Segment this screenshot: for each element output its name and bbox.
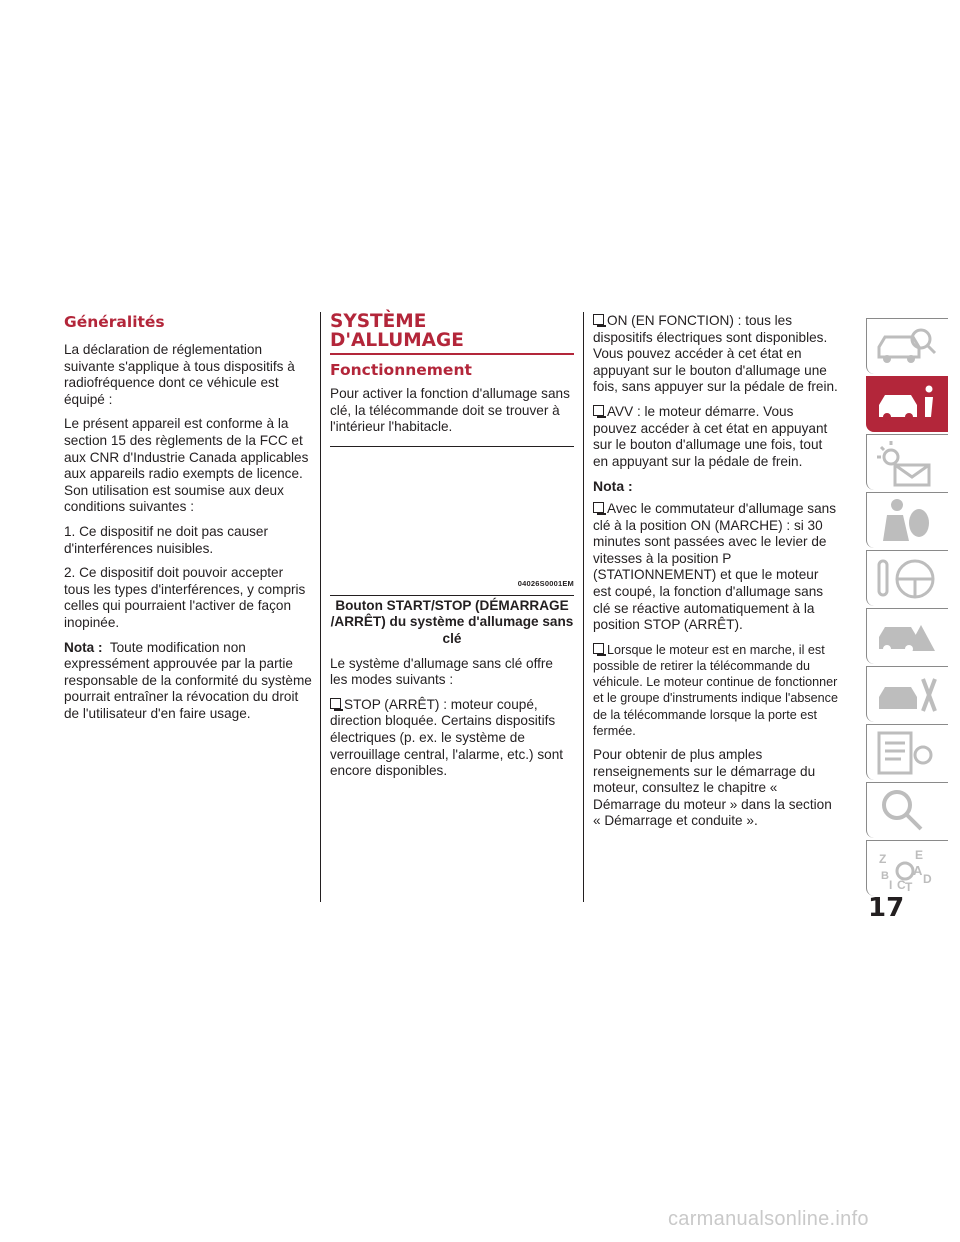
checkbox-bullet-icon — [593, 643, 604, 654]
checkbox-bullet-icon — [330, 698, 341, 709]
technical-data-icon — [873, 729, 943, 777]
list-item-text: STOP (ARRÊT) : moteur coupé, direction bloquée. Certains dispositifs électriques (p. ex. le système de verrouillage central, l'alarme, etc.) sont encore disponibles. — [330, 696, 564, 779]
section-heading: Généralités — [64, 313, 165, 331]
svg-text:T: T — [905, 880, 913, 893]
column-modes — [593, 313, 839, 838]
tab-airbag-seatbelt[interactable] — [866, 492, 948, 548]
tab-warning-lights[interactable] — [866, 434, 948, 490]
column-divider — [320, 312, 321, 902]
page-number: 17 — [868, 893, 905, 923]
note-item — [593, 501, 839, 634]
condition-item: 2. Ce dispositif doit pouvoir accepter tous les types d'interférences, y compris celles qui pourraient l'activer de façon inopinée. — [64, 565, 306, 630]
svg-text:C: C — [897, 878, 906, 892]
note-heading: Nota : — [593, 478, 633, 495]
section-title — [330, 313, 574, 355]
search-icon — [873, 787, 943, 835]
note-paragraph — [64, 640, 312, 723]
svg-text:A: A — [913, 863, 923, 878]
tab-car-service[interactable] — [866, 666, 948, 722]
paragraph: Le présent appareil est conforme à la section 15 des règlements de la FCC et aux CNR d'Industrie Canada applicables aux appareils radio exempts de licence. Son utilisation est soumise aux deux conditions suivantes : — [64, 416, 309, 515]
note-label: Nota : — [64, 639, 103, 655]
condition-item: 1. Ce dispositif ne doit pas causer d'interférences nuisibles. — [64, 523, 269, 556]
tab-index[interactable] — [866, 840, 948, 896]
note-item — [593, 642, 839, 739]
note-item-text: Avec le commutateur d'allumage sans clé à la position ON (MARCHE) : si 30 minutes sont passées avec le levier de vitesses à la position P (STATIONNEMENT) et que le moteur est coupé, la fonction d'allumage sans clé se réactive automatiquement à la position STOP (ARRÊT). — [593, 500, 837, 633]
paragraph: Le système d'allumage sans clé offre les modes suivants : — [330, 655, 553, 688]
svg-text:Z: Z — [879, 852, 887, 866]
svg-text:B: B — [881, 870, 889, 882]
column-generalites — [64, 313, 312, 730]
note-item-text: Lorsque le moteur est en marche, il est possible de retirer la télécommande du véhicule. Le moteur continue de fonctionner et le groupe d'instruments indique l'absence de la télécommande lorsque la porte est fermée. — [593, 642, 838, 738]
tab-car-breakdown[interactable] — [866, 608, 948, 664]
tab-technical-data[interactable] — [866, 724, 948, 780]
car-search-icon — [873, 323, 943, 371]
paragraph: Pour activer la fonction d'allumage sans clé, la télécommande doit se trouver à l'intérieur l'habitacle. — [330, 386, 570, 435]
svg-text:D: D — [923, 872, 932, 886]
warning-lights-icon — [873, 439, 943, 487]
paragraph: Pour obtenir de plus amples renseignements sur le démarrage du moteur, consultez le chapitre « Démarrage du moteur » dans la section « Démarrage et conduite ». — [593, 746, 832, 829]
checkbox-bullet-icon — [593, 405, 604, 416]
checkbox-bullet-icon — [593, 502, 604, 513]
tab-car-search[interactable] — [866, 318, 948, 374]
watermark: carmanualsonline.info — [668, 1208, 869, 1230]
airbag-seatbelt-icon — [873, 497, 943, 545]
tab-car-info[interactable] — [866, 376, 948, 432]
figure-placeholder — [330, 447, 574, 596]
car-info-icon — [873, 381, 943, 429]
tab-search[interactable] — [866, 782, 948, 838]
car-service-icon — [873, 671, 943, 719]
tab-steering-wheel[interactable] — [866, 550, 948, 606]
subheading: Fonctionnement — [330, 361, 472, 379]
column-divider — [583, 312, 584, 902]
steering-wheel-icon — [873, 555, 943, 603]
car-breakdown-icon — [873, 613, 943, 661]
paragraph: La déclaration de réglementation suivante s'applique à tous dispositifs à radiofréquence dont ce véhicule est équipé : — [64, 342, 295, 407]
title-line: SYSTÈME — [330, 311, 427, 332]
figure-caption: Bouton START/STOP (DÉMARRAGE /ARRÊT) du système d'allumage sans clé — [330, 597, 574, 646]
list-item — [593, 404, 839, 470]
list-item-text: AVV : le moteur démarre. Vous pouvez accéder à cet état en appuyant sur le bouton d'allumage une fois, tout en appuyant sur la pédale de frein. — [593, 403, 828, 469]
title-line: D'ALLUMAGE — [330, 329, 464, 351]
checkbox-bullet-icon — [593, 314, 604, 325]
list-item — [593, 313, 839, 396]
list-item — [330, 697, 574, 780]
index-icon — [873, 845, 943, 893]
list-item-text: ON (EN FONCTION) : tous les dispositifs électriques sont disponibles. Vous pouvez accéder à cet état en appuyant sur le bouton d'allumage une fois, sans appuyer sur la pédale de frein. — [593, 313, 838, 395]
figure-code: 04026S0001EM — [517, 579, 574, 589]
column-systeme-allumage — [330, 313, 574, 788]
svg-text:E: E — [915, 848, 924, 862]
note-text: Toute modification non expressément approuvée par la partie responsable de la conformité du système pourrait entraîner la révocation du droit de l'utilisateur d'en faire usage. — [64, 639, 312, 721]
svg-text:I: I — [889, 878, 893, 892]
